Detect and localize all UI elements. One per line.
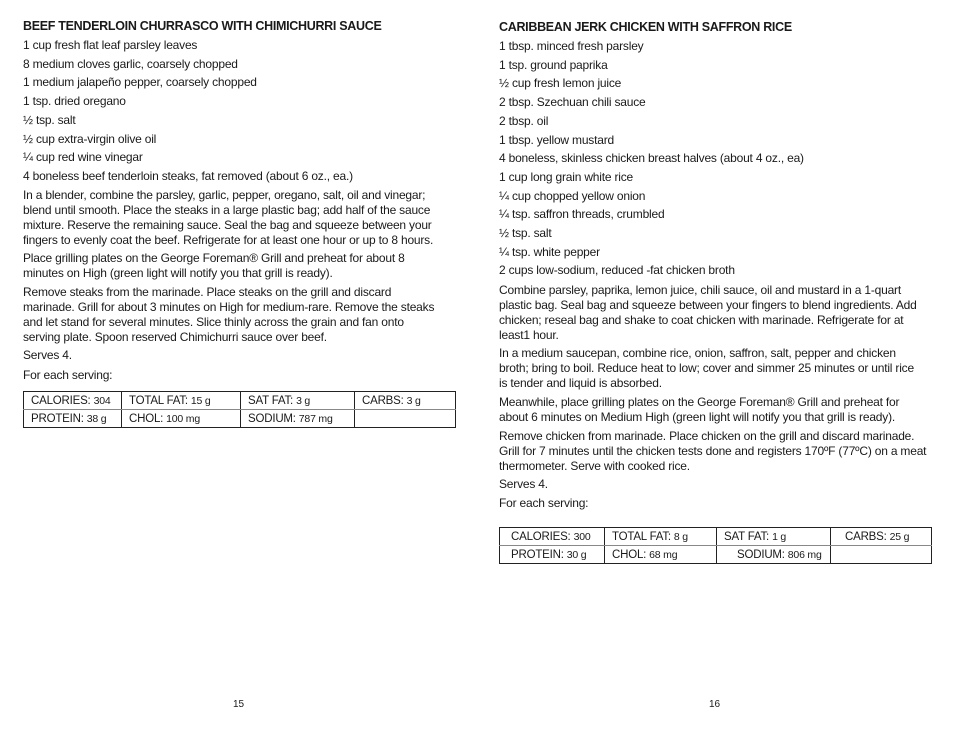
ingredient-list: [499, 37, 804, 280]
ingredient-item: 2 tbsp. oil: [499, 113, 549, 128]
page-number: 15: [233, 699, 245, 710]
total-fat-cell: TOTAL FAT: 8 g: [605, 528, 717, 546]
instruction-step: In a medium saucepan, combine rice, onion, saffron, salt, pepper and chicken broth; bring to boil. Reduce heat to low; cover and simmer 25 minutes or until rice is tender and liquid is absorbed.: [499, 346, 914, 390]
table-row: [24, 392, 456, 410]
table-row: [500, 528, 932, 546]
sodium-cell: SODIUM: 787 mg: [241, 410, 355, 428]
nutrition-table: [23, 391, 456, 428]
ingredient-item: 8 medium cloves garlic, coarsely chopped: [23, 56, 238, 71]
right-page: [499, 0, 932, 738]
serving-intro: For each serving:: [499, 496, 589, 510]
instruction-step: Meanwhile, place grilling plates on the George Foreman® Grill and preheat for about 6 minutes on Medium High (green light will notify you that grill is ready).: [499, 395, 900, 424]
recipe-title: CARIBBEAN JERK CHICKEN WITH SAFFRON RICE: [499, 20, 792, 34]
chol-cell: CHOL: 68 mg: [605, 546, 717, 564]
ingredient-item: ½ cup fresh lemon juice: [499, 76, 622, 91]
sat-fat-cell: SAT FAT: 1 g: [717, 528, 831, 546]
instruction-step: Combine parsley, paprika, lemon juice, chili sauce, oil and mustard in a 1-quart plastic bag. Seal bag and squeeze between your fingers to blend ingredients. Add chicken; reseal bag and shake to coat chicken with marinade. Refrigerate for at least1 hour.: [499, 283, 917, 342]
instruction-step: Remove steaks from the marinade. Place steaks on the grill and discard marinade. Grill for about 3 minutes on High for medium-rare. Remove the steaks and let stand for several minutes. Slice thinly across the grain and fan onto serving plate. Spoon reserved Chimichurri sauce over beef.: [23, 285, 435, 344]
total-fat-cell: TOTAL FAT: 15 g: [122, 392, 241, 410]
instruction-step: Place grilling plates on the George Foreman® Grill and preheat for about 8 minutes on High (green light will notify you that grill is ready).: [23, 251, 405, 280]
ingredient-item: ¼ cup chopped yellow onion: [499, 188, 646, 203]
ingredient-item: ¼ tsp. white pepper: [499, 244, 600, 259]
instruction-step: In a blender, combine the parsley, garlic, pepper, oregano, salt, oil and vinegar; blend until smooth. Place the steaks in a large plastic bag; add half of the sauce mixture. Reserve the remaining sauce. Seal the bag and squeeze between your fingers to evenly coat the beef. Refrigerate for at least one hour or up to 8 hours.: [23, 188, 434, 247]
ingredient-item: ½ tsp. salt: [23, 112, 76, 127]
ingredient-item: 1 tbsp. minced fresh parsley: [499, 39, 644, 53]
carbs-cell: CARBS: 25 g: [831, 528, 932, 546]
serves-text: Serves 4.: [23, 348, 72, 362]
instruction-step: Remove chicken from marinade. Place chicken on the grill and discard marinade. Grill for 7 minutes until the chicken tests done and registers 170ºF (77ºC) on a meat thermometer. Serve with cooked rice.: [499, 429, 927, 473]
ingredient-item: 2 cups low-sodium, reduced -fat chicken broth: [499, 263, 735, 278]
chol-cell: CHOL: 100 mg: [122, 410, 241, 428]
page-number: 16: [709, 699, 721, 710]
table-row: [500, 546, 932, 564]
ingredient-item: 4 boneless, skinless chicken breast halves (about 4 oz., ea): [499, 151, 804, 166]
sodium-cell: SODIUM: 806 mg: [717, 546, 831, 564]
empty-cell: [355, 410, 456, 428]
table-row: [24, 410, 456, 428]
ingredient-item: ½ tsp. salt: [499, 226, 552, 241]
serving-intro: For each serving:: [23, 368, 113, 382]
ingredient-item: ¼ cup red wine vinegar: [23, 150, 143, 165]
sat-fat-cell: SAT FAT: 3 g: [241, 392, 355, 410]
ingredient-item: ¼ tsp. saffron threads, crumbled: [499, 207, 665, 222]
ingredient-item: 1 cup fresh flat leaf parsley leaves: [23, 38, 198, 52]
left-page: [23, 0, 455, 738]
ingredient-item: 1 tsp. ground paprika: [499, 57, 608, 72]
ingredient-item: 1 medium jalapeño pepper, coarsely chopped: [23, 75, 257, 90]
calories-cell: CALORIES: 304: [24, 392, 122, 410]
serves-text: Serves 4.: [499, 477, 548, 491]
empty-cell: [831, 546, 932, 564]
carbs-cell: CARBS: 3 g: [355, 392, 456, 410]
ingredient-item: 4 boneless beef tenderloin steaks, fat removed (about 6 oz., ea.): [23, 168, 353, 183]
protein-cell: PROTEIN: 30 g: [500, 546, 605, 564]
nutrition-table: [499, 527, 932, 564]
calories-cell: CALORIES: 300: [500, 528, 605, 546]
ingredient-list: [23, 36, 353, 186]
protein-cell: PROTEIN: 38 g: [24, 410, 122, 428]
ingredient-item: 1 tbsp. yellow mustard: [499, 132, 614, 147]
ingredient-item: 2 tbsp. Szechuan chili sauce: [499, 95, 646, 110]
ingredient-item: 1 tsp. dried oregano: [23, 94, 126, 109]
ingredient-item: 1 cup long grain white rice: [499, 169, 634, 184]
recipe-title: BEEF TENDERLOIN CHURRASCO WITH CHIMICHURRI SAUCE: [23, 19, 382, 33]
ingredient-item: ½ cup extra-virgin olive oil: [23, 131, 157, 146]
